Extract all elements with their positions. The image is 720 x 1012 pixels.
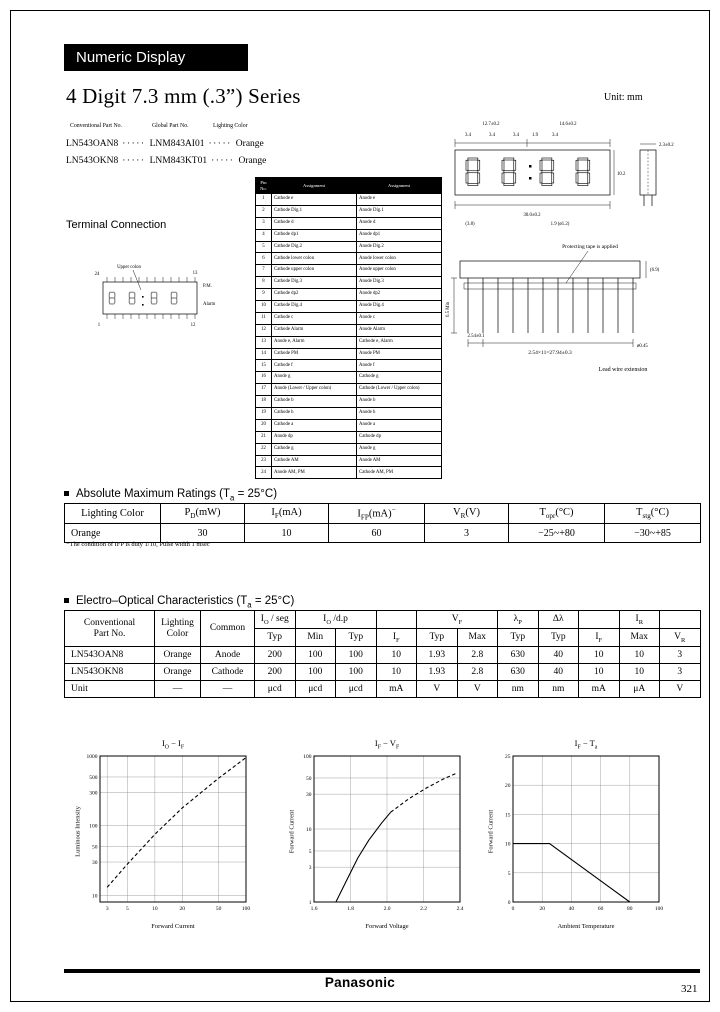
eo-val: 10 [579, 647, 620, 664]
svg-text:25: 25 [505, 754, 511, 760]
pin-assignment-b: Anode b [357, 396, 442, 408]
eo-sub-typ-4: Typ [498, 629, 539, 647]
dimension-label: (6.9) [650, 268, 660, 273]
x-axis-label: Forward Voltage [365, 923, 409, 930]
lead-dimension-drawing [440, 237, 705, 379]
pin-assignment-a: Cathode upper colon [272, 265, 357, 277]
eo-part-no: Unit [65, 681, 155, 698]
pin-assignment-a: Anode e, Alarm [272, 336, 357, 348]
pin-1-label: 1 [97, 323, 101, 328]
dimension-label: 10.2 [617, 172, 626, 177]
pin-assignment-a: Cathode a [272, 419, 357, 431]
amr-col-ifp: $I_{FP}(mA)^-$ [329, 504, 425, 524]
pin-assignment-a: Cathode Dig.2 [272, 241, 357, 253]
absolute-maximum-ratings-table [64, 503, 701, 543]
pin-number: 14 [256, 348, 272, 360]
y-axis-label: Forward Current [487, 809, 495, 854]
eo-val: 2.8 [457, 647, 498, 664]
eo-val: 100 [295, 647, 336, 664]
pin-assignment-a: Cathode h [272, 408, 357, 420]
svg-text:2.2: 2.2 [420, 906, 427, 912]
amr-col-if: $I_F(mA)$ [245, 504, 329, 524]
eo-val: 40 [538, 647, 579, 664]
col-label-global: Global Part No. [152, 123, 189, 129]
eo-val: 200 [255, 664, 296, 681]
pin-assignment-b: Anode lower colon [357, 253, 442, 265]
pin-row [256, 431, 442, 443]
svg-text:50: 50 [306, 775, 312, 782]
pin-number: 17 [256, 384, 272, 396]
eo-col-common: Common [201, 611, 255, 647]
pin-assignment-a: Cathode d [272, 217, 357, 229]
pin-number: 12 [256, 324, 272, 336]
pin-assignment-a: Cathode c [272, 312, 357, 324]
eo-val: mA [579, 681, 620, 698]
eo-sub-max-2: Max [619, 629, 660, 647]
svg-text:1000: 1000 [86, 754, 98, 760]
eo-sub-max-1: Max [457, 629, 498, 647]
pin-number: 5 [256, 241, 272, 253]
svg-text:10: 10 [306, 827, 312, 833]
chart-if-vs-ta [483, 738, 673, 938]
terminal-pin-table [255, 177, 442, 479]
pin-number: 20 [256, 419, 272, 431]
amr-if-value: 10 [245, 524, 329, 543]
pin-assignment-b: Anode f [357, 360, 442, 372]
pin-assignment-a: Cathode g [272, 443, 357, 455]
svg-text:10: 10 [152, 906, 158, 912]
eo-sub-vr: $V_R$ [660, 629, 701, 647]
chart-if-vs-vf [284, 738, 474, 938]
eo-val: V [457, 681, 498, 698]
eo-val: V [417, 681, 458, 698]
dimension-label: (3.8) [465, 222, 475, 227]
pin-assignment-b: Anode a [357, 419, 442, 431]
eo-val: μcd [255, 681, 296, 698]
eo-val: 3 [660, 647, 701, 664]
pin-assignment-b: Anode e [357, 194, 442, 206]
pm-label: P.M. [203, 284, 212, 289]
pin-assignment-b: Anode Dig.4 [357, 301, 442, 313]
dimension-label: 3.4 [489, 133, 495, 138]
eo-val: 100 [336, 647, 377, 664]
eo-sub-typ-5: Typ [538, 629, 579, 647]
svg-text:3: 3 [308, 865, 312, 872]
eo-group-io-dp: $I_O$ /d.p [295, 611, 376, 629]
svg-text:10: 10 [92, 893, 98, 900]
eo-group-io-seg: $I_O$ / seg [255, 611, 296, 629]
pin-number: 11 [256, 312, 272, 324]
pin-row [256, 312, 442, 324]
eo-sub-if-1: $I_F$ [376, 629, 417, 647]
pin-row [256, 277, 442, 289]
svg-text:60: 60 [597, 906, 604, 912]
conventional-part-no: LN543OKN8 [66, 156, 119, 166]
pin-row [256, 396, 442, 408]
eo-val: 10 [619, 647, 660, 664]
amr-topr-value: −25~+80 [509, 524, 605, 543]
amr-lighting-value: Orange [65, 524, 161, 543]
svg-text:3: 3 [105, 906, 109, 912]
pin-assignment-a: Cathode Dig.4 [272, 301, 357, 313]
svg-text:100: 100 [241, 906, 251, 912]
pin-row [256, 229, 442, 241]
y-axis-label: Forward Current [288, 809, 296, 854]
eo-sub-typ-1: Typ [255, 629, 296, 647]
eo-group-lambda-p: $\lambda_P$ [498, 611, 539, 629]
amr-value-row [65, 524, 701, 543]
pin-assignment-b: Cathode g [357, 372, 442, 384]
dimension-label: 1.9 (ø1.2) [550, 222, 570, 227]
eo-val: nm [538, 681, 579, 698]
global-part-no: LNM843AI01 [149, 139, 205, 149]
pin-row [256, 205, 442, 217]
page-title: 4 Digit 7.3 mm (.3”) Series [66, 84, 301, 108]
svg-text:5: 5 [308, 848, 312, 855]
pin-assignment-a: Cathode dp1 [272, 229, 357, 241]
section-header-bar [64, 44, 248, 71]
chart-if-vs-ta-plot [483, 751, 668, 923]
pin-assignment-b: Anode AM [357, 455, 442, 467]
amr-section-heading: Absolute Maximum Ratings $(T_a = 25^\circ C)$ [64, 488, 277, 502]
eo-group-blank-1 [376, 611, 417, 629]
pin-table-header-row [256, 178, 442, 194]
eo-val: 100 [336, 664, 377, 681]
eo-val: 40 [538, 664, 579, 681]
x-axis-label: Forward Current [151, 923, 195, 930]
dimension-label: 2.3±0.2 [659, 143, 674, 148]
svg-text:500: 500 [89, 774, 98, 781]
svg-text:20: 20 [179, 906, 186, 912]
leader-dots: ····· [211, 156, 235, 166]
svg-text:2.4: 2.4 [456, 906, 464, 912]
eo-part-no: LN543OAN8 [65, 647, 155, 664]
pin-row [256, 336, 442, 348]
electro-optical-table [64, 610, 701, 698]
eo-sub-typ-2: Typ [336, 629, 377, 647]
pin-row [256, 324, 442, 336]
section-marker [64, 491, 69, 496]
eo-header-row-1 [65, 611, 701, 629]
svg-text:0: 0 [507, 900, 511, 906]
pin-number: 19 [256, 408, 272, 420]
pin-row [256, 217, 442, 229]
dimension-label: 14.6±0.2 [559, 122, 577, 127]
svg-text:5: 5 [126, 906, 129, 912]
conventional-part-no: LN543OAN8 [66, 139, 119, 149]
pin-assignment-b: Anode Alarm [357, 324, 442, 336]
amr-col-pd: $P_D(mW)$ [161, 504, 245, 524]
eo-group-delta-lambda: Δλ [538, 611, 579, 629]
pin-assignment-b: Anode c [357, 312, 442, 324]
eo-data-row [65, 664, 701, 681]
eo-lighting: Orange [155, 664, 201, 681]
pin-assignment-b: Anode g [357, 443, 442, 455]
svg-text:10: 10 [505, 841, 511, 848]
terminal-connection-heading: Terminal Connection [66, 219, 167, 231]
chart-title: $I_F - V_F$ [374, 738, 400, 751]
pin-assignment-b: Anode dp1 [357, 229, 442, 241]
eo-val: V [660, 681, 701, 698]
pin-assignment-a: Cathode dp2 [272, 289, 357, 301]
pin-assignment-a: Anode g [272, 372, 357, 384]
dimension-label: 3.4 [552, 133, 558, 138]
eo-part-no: LN543OKN8 [65, 664, 155, 681]
pin-no-header: Pin No. [256, 178, 272, 194]
pin-row [256, 419, 442, 431]
svg-text:300: 300 [89, 790, 98, 797]
pin-row [256, 253, 442, 265]
pin-assignment-b: Anode Dig.2 [357, 241, 442, 253]
svg-text:0: 0 [511, 906, 515, 912]
eo-group-blank-3 [660, 611, 701, 629]
lighting-color-value: Orange [238, 156, 267, 166]
amr-header-row [65, 504, 701, 524]
pin-assignment-a: Anode dp [272, 431, 357, 443]
svg-text:30: 30 [306, 792, 312, 799]
alarm-label: Alarm [203, 302, 216, 307]
dimension-label: 2.54×11=27.94±0.3 [528, 350, 572, 356]
eo-sub-min: Min [295, 629, 336, 647]
svg-text:1.8: 1.8 [347, 906, 354, 912]
svg-text:1.6: 1.6 [310, 906, 318, 912]
pin-assignment-b: Cathode e, Alarm [357, 336, 442, 348]
pin-assignment-b: Anode d [357, 217, 442, 229]
pin-assignment-a: Cathode e [272, 194, 357, 206]
eo-val: 10 [579, 664, 620, 681]
svg-text:20: 20 [539, 906, 545, 912]
pin-assignment-a: Cathode PM [272, 348, 357, 360]
svg-text:40: 40 [568, 906, 575, 912]
section-header-label: Numeric Display [76, 49, 186, 66]
pin-row [256, 289, 442, 301]
pin-number: 6 [256, 253, 272, 265]
part-listing [66, 136, 266, 170]
global-part-no: LNM843KT01 [149, 156, 208, 166]
pin-assignment-a: Cathode Alarm [272, 324, 357, 336]
eo-val: 10 [376, 647, 417, 664]
pin-13-label: 13 [192, 271, 198, 276]
svg-text:100: 100 [303, 754, 312, 760]
pin-number: 24 [256, 467, 272, 479]
pin-number: 8 [256, 277, 272, 289]
pin-row [256, 348, 442, 360]
amr-col-tstg: $T_{stg}(^\circ C)$ [605, 504, 701, 524]
eo-val: 2.8 [457, 664, 498, 681]
pin-assignment-a: Cathode f [272, 360, 357, 372]
pin-assignment-b: Anode Dig.3 [357, 277, 442, 289]
eo-group-ir: $I_R$ [619, 611, 660, 629]
eo-common: Cathode [201, 664, 255, 681]
dimension-label: 30.0±0.2 [523, 213, 541, 218]
pin-row [256, 455, 442, 467]
eo-val: μcd [336, 681, 377, 698]
pin-assignment-b: Anode dp2 [357, 289, 442, 301]
svg-text:20: 20 [505, 783, 511, 790]
leader-dots: ····· [208, 139, 232, 149]
eo-col-part: Conventional Part No. [65, 611, 155, 647]
dimension-label: 3.4 [465, 133, 471, 138]
svg-text:15: 15 [505, 812, 511, 819]
footer-rule [64, 969, 700, 973]
eo-val: 200 [255, 647, 296, 664]
pin-assignment-a: Cathode Dig.3 [272, 277, 357, 289]
protecting-tape-label: Protecting tape is applied [562, 244, 618, 250]
pin-number: 2 [256, 205, 272, 217]
pin-assignment-b: Cathode AM, PM [357, 467, 442, 479]
assignment-header-1: Assignment [272, 178, 357, 194]
eo-val: 1.93 [417, 647, 458, 664]
dimension-label: 12.7±0.2 [482, 122, 500, 127]
pin-number: 15 [256, 360, 272, 372]
pin-assignment-b: Anode h [357, 408, 442, 420]
eo-common: — [201, 681, 255, 698]
pin-row [256, 384, 442, 396]
amr-footnote: −The condition of IFP is duty 1/10, Pulse width 1 msec [66, 541, 210, 548]
svg-text:5: 5 [507, 870, 511, 877]
chart-if-vs-vf-plot [284, 751, 469, 923]
pin-number: 22 [256, 443, 272, 455]
svg-text:50: 50 [92, 844, 98, 851]
eo-val: nm [498, 681, 539, 698]
svg-text:50: 50 [215, 906, 222, 912]
pin-number: 21 [256, 431, 272, 443]
pin-row [256, 301, 442, 313]
eo-val: μcd [295, 681, 336, 698]
pin-number: 16 [256, 372, 272, 384]
svg-text:100: 100 [89, 823, 98, 830]
page-number: 321 [681, 983, 698, 995]
pin-assignment-a: Anode AM, PM [272, 467, 357, 479]
upper-colon-label: Upper colon [117, 265, 141, 270]
svg-text:2.0: 2.0 [383, 906, 391, 912]
part-row [66, 153, 266, 170]
pin-assignment-a: Cathode lower colon [272, 253, 357, 265]
pin-12-label: 12 [190, 323, 196, 328]
eo-val: 630 [498, 664, 539, 681]
pin-row [256, 372, 442, 384]
amr-col-topr: $T_{opr}(^\circ C)$ [509, 504, 605, 524]
pin-number: 23 [256, 455, 272, 467]
eo-val: 10 [376, 664, 417, 681]
pin-number: 7 [256, 265, 272, 277]
pin-assignment-b: Anode PM [357, 348, 442, 360]
pin-assignment-b: Anode upper colon [357, 265, 442, 277]
eo-lighting: — [155, 681, 201, 698]
eo-data-row [65, 681, 701, 698]
pin-number: 13 [256, 336, 272, 348]
chart-title: $I_F - T_a$ [574, 738, 598, 751]
pin-assignment-b: Anode Dig.1 [357, 205, 442, 217]
dimension-label: 6.5 Min [446, 301, 451, 317]
chart-io-vs-if [70, 738, 260, 938]
svg-text:80: 80 [627, 906, 633, 912]
pin-row [256, 194, 442, 206]
unit-note: Unit: mm [604, 92, 643, 103]
eo-val: mA [376, 681, 417, 698]
x-axis-label: Ambient Temperature [557, 923, 615, 930]
pin-assignment-b: Cathode (Lower / Upper colon) [357, 384, 442, 396]
terminal-connection-diagram [85, 260, 220, 338]
pin-number: 18 [256, 396, 272, 408]
pin-row [256, 443, 442, 455]
eo-val: 10 [619, 664, 660, 681]
pin-assignment-b: Cathode dp [357, 431, 442, 443]
lead-wire-label: Lead wire extension [598, 367, 648, 373]
pin-assignment-a: Cathode AM [272, 455, 357, 467]
pin-number: 4 [256, 229, 272, 241]
pin-number: 3 [256, 217, 272, 229]
amr-ifp-value: 60 [329, 524, 425, 543]
col-label-conventional: Conventional Part No. [70, 123, 123, 129]
pin-assignment-a: Anode (Lower / Upper colon) [272, 384, 357, 396]
amr-pd-value: 30 [161, 524, 245, 543]
dimension-label: 1.9 [532, 133, 538, 138]
eo-val: μA [619, 681, 660, 698]
part-row [66, 136, 266, 153]
amr-vr-value: 3 [425, 524, 509, 543]
eo-section-heading: Electro–Optical Characteristics $(T_a = 25^\circ C)$ [64, 595, 294, 609]
pin-number: 1 [256, 194, 272, 206]
eo-val: 100 [295, 664, 336, 681]
pin-row [256, 408, 442, 420]
pin-assignment-a: Cathode b [272, 396, 357, 408]
svg-text:100: 100 [654, 906, 664, 912]
pin-assignment-a: Cathode Dig.1 [272, 205, 357, 217]
eo-col-lighting: Lighting Color [155, 611, 201, 647]
pin-row [256, 467, 442, 479]
pin-row [256, 265, 442, 277]
lighting-color-value: Orange [235, 139, 264, 149]
eo-data-row [65, 647, 701, 664]
dimension-label: ø0.45 [637, 344, 648, 349]
pin-24-label: 24 [94, 272, 100, 277]
eo-sub-typ-3: Typ [417, 629, 458, 647]
pin-row [256, 241, 442, 253]
section-marker [64, 598, 69, 603]
pin-number: 10 [256, 301, 272, 313]
leader-dots: ····· [122, 139, 146, 149]
chart-title: $I_O - I_F$ [161, 738, 185, 751]
eo-sub-if-2: $I_F$ [579, 629, 620, 647]
dimension-label: 2.54±0.1 [467, 334, 485, 339]
brand-logo: Panasonic [324, 975, 396, 990]
col-label-lighting: Lighting Color [213, 123, 248, 129]
eo-val: 630 [498, 647, 539, 664]
assignment-header-2: Assignment [357, 178, 442, 194]
dimension-label: 3.4 [513, 133, 519, 138]
eo-common: Anode [201, 647, 255, 664]
svg-text:30: 30 [92, 860, 98, 867]
y-axis-label: Luminous Intensity [74, 806, 82, 857]
eo-group-vf: $V_F$ [417, 611, 498, 629]
pin-number: 9 [256, 289, 272, 301]
chart-io-vs-if-plot [70, 751, 255, 923]
eo-group-blank-2 [579, 611, 620, 629]
amr-col-vr: $V_R(V)$ [425, 504, 509, 524]
eo-lighting: Orange [155, 647, 201, 664]
leader-dots: ····· [122, 156, 146, 166]
svg-text:1: 1 [308, 900, 312, 906]
eo-val: 1.93 [417, 664, 458, 681]
pin-row [256, 360, 442, 372]
amr-tstg-value: −30~+85 [605, 524, 701, 543]
eo-val: 3 [660, 664, 701, 681]
amr-col-lighting: Lighting Color [65, 504, 161, 524]
